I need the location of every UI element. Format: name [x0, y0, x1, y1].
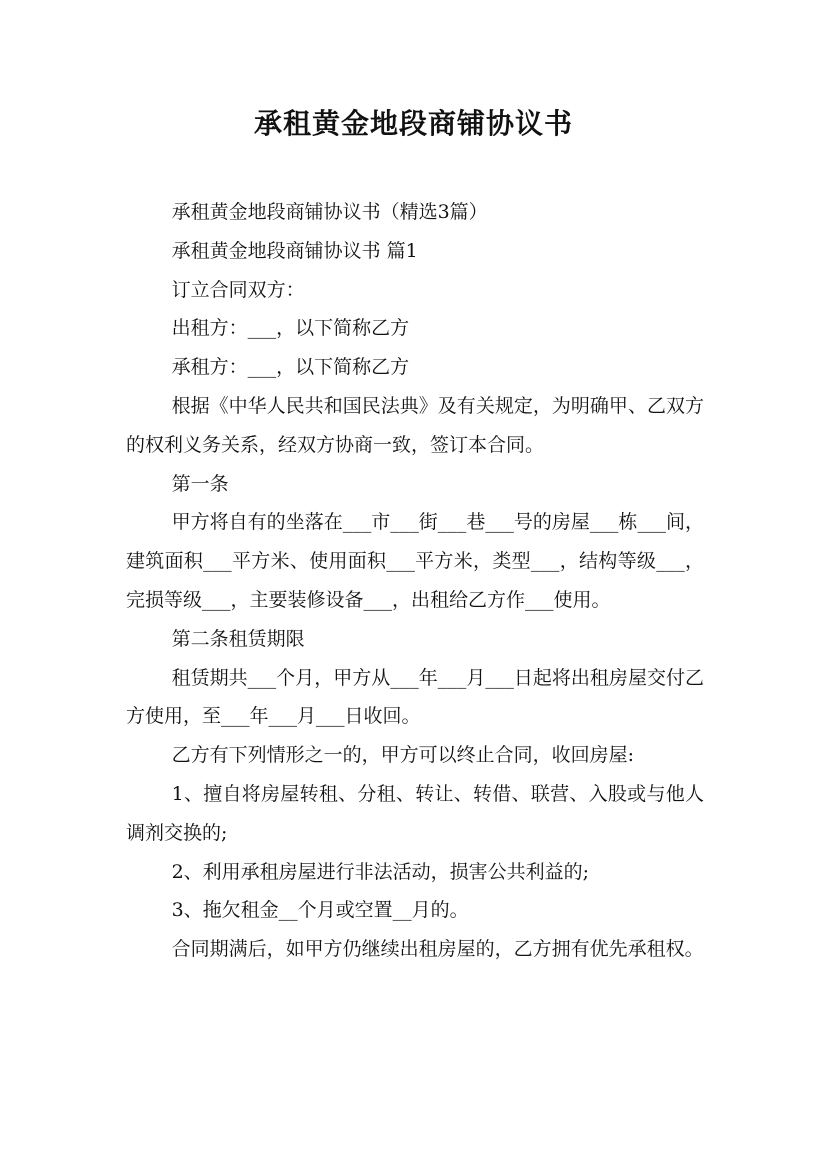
paragraph-article-one-heading: 第一条	[171, 472, 229, 495]
paragraph-legal-basis: 根据《中华人民共和国民法典》及有关规定，为明确甲、乙双方的权利义务关系，经双方协商一致，签订本合同。	[126, 394, 704, 456]
paragraph-lessee: 承租方：___，以下简称乙方	[171, 356, 410, 379]
document-body	[126, 193, 704, 969]
paragraph-article-two-heading: 第二条租赁期限	[171, 627, 305, 650]
paragraph-parties-intro: 订立合同双方：	[171, 278, 305, 301]
document-title: 承租黄金地段商铺协议书	[253, 107, 573, 140]
paragraph-subtitle: 承租黄金地段商铺协议书（精选3篇）	[171, 201, 488, 223]
paragraph-termination-intro: 乙方有下列情形之一的，甲方可以终止合同，收回房屋:	[171, 744, 634, 767]
paragraph-article-one-body: 甲方将自有的坐落在___市___街___巷___号的房屋___栋___间，建筑面积___平方米、使用面积___平方米，类型___，结构等级___，完损等级___，主要装修设备___，出租给乙方作___使用。	[126, 511, 704, 611]
paragraph-condition-one: 1、擅自将房屋转租、分租、转让、转借、联营、入股或与他人调剂交换的;	[126, 782, 704, 844]
paragraph-lessor: 出租方：___，以下简称乙方	[171, 317, 410, 340]
paragraph-condition-three: 3、拖欠租金__个月或空置__月的。	[171, 899, 469, 922]
paragraph-renewal-priority: 合同期满后，如甲方仍继续出租房屋的，乙方拥有优先承租权。	[171, 938, 704, 961]
paragraph-section-heading: 承租黄金地段商铺协议书 篇1	[171, 239, 418, 262]
paragraph-lease-term: 租赁期共___个月，甲方从___年___月___日起将出租房屋交付乙方使用，至___年___月___日收回。	[126, 666, 704, 728]
paragraph-condition-two: 2、利用承租房屋进行非法活动，损害公共利益的;	[171, 860, 590, 883]
